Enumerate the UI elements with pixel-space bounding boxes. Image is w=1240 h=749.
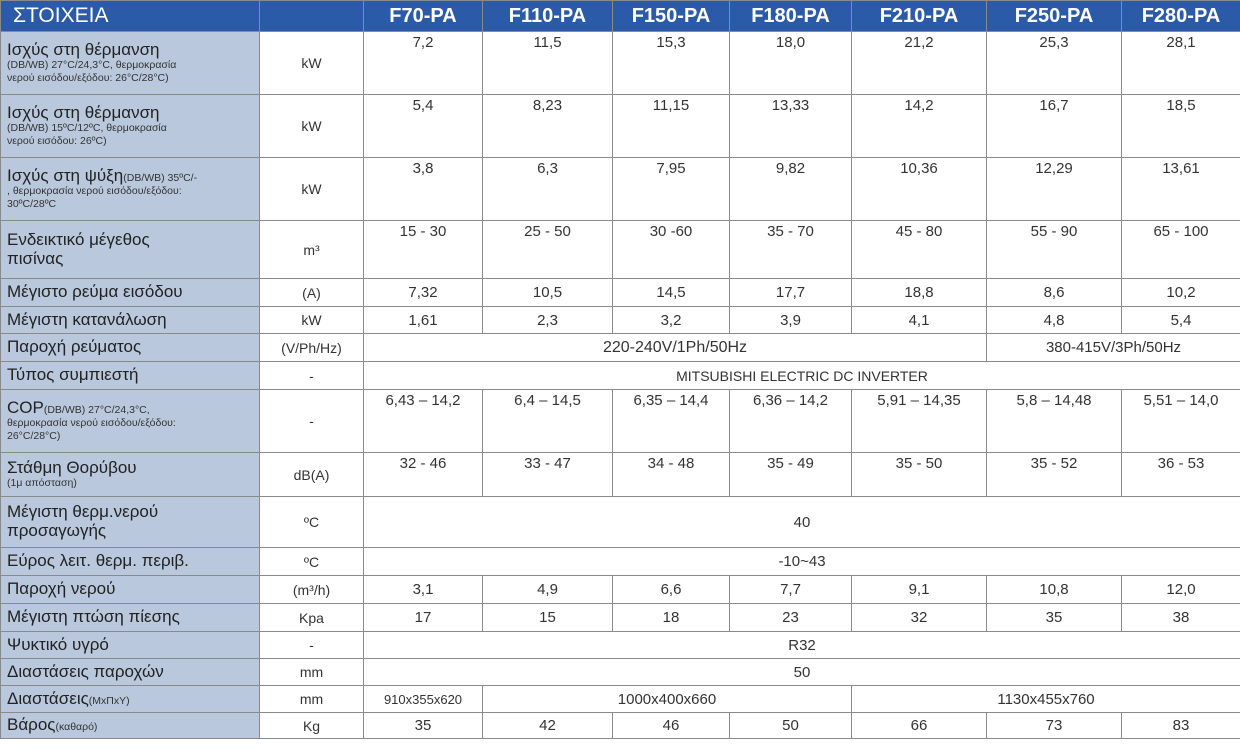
- value-cell: 14,2: [852, 95, 987, 158]
- table-row: [1, 334, 1240, 362]
- value-cell: 4,1: [852, 307, 987, 334]
- row-label: Παροχή νερού: [1, 576, 260, 604]
- value-cell: 6,6: [613, 576, 730, 604]
- unit-cell: Kpa: [260, 604, 364, 632]
- table-row: [1, 362, 1240, 390]
- value-cell: 34 - 48: [613, 453, 730, 497]
- value-cell: 11,15: [613, 95, 730, 158]
- table-row: [1, 390, 1240, 453]
- unit-cell: Kg: [260, 713, 364, 739]
- value-cell: 5,91 – 14,35: [852, 390, 987, 453]
- value-cell: 45 - 80: [852, 221, 987, 279]
- row-label: Ισχύς στη θέρμανση (DB/WB) 15ºC/12ºC, θερμοκρασία νερού εισόδου: 26ºC): [1, 95, 260, 158]
- value-cell: 18,8: [852, 279, 987, 307]
- value-cell: 2,3: [483, 307, 613, 334]
- value-cell: 83: [1122, 713, 1240, 739]
- row-label: Ισχύς στη θέρμανση (DB/WB) 27°C/24,3°C, θερμοκρασία νερού εισόδου/εξόδου: 26°C/28°C): [1, 32, 260, 95]
- row-label: Μέγιστη πτώση πίεσης: [1, 604, 260, 632]
- value-cell: 36 - 53: [1122, 453, 1240, 497]
- value-cell: 4,8: [987, 307, 1122, 334]
- value-cell: 1,61: [364, 307, 483, 334]
- value-cell: 910x355x620: [364, 686, 483, 713]
- table-row: [1, 95, 1240, 158]
- value-cell: 25,3: [987, 32, 1122, 95]
- value-cell: 65 - 100: [1122, 221, 1240, 279]
- value-cell: 7,32: [364, 279, 483, 307]
- value-cell: 5,4: [364, 95, 483, 158]
- value-cell: 50: [364, 659, 1240, 686]
- value-cell: 6,36 – 14,2: [730, 390, 852, 453]
- value-cell: 17: [364, 604, 483, 632]
- table-row: [1, 279, 1240, 307]
- value-cell: 55 - 90: [987, 221, 1122, 279]
- value-cell: 23: [730, 604, 852, 632]
- value-cell: 1130x455x760: [852, 686, 1240, 713]
- table-row: [1, 713, 1240, 739]
- value-cell: 21,2: [852, 32, 987, 95]
- unit-cell: -: [260, 362, 364, 390]
- value-cell: 12,29: [987, 158, 1122, 221]
- value-cell: 220-240V/1Ph/50Hz: [364, 334, 987, 362]
- row-label: Στάθμη Θορύβου (1μ απόσταση): [1, 453, 260, 497]
- value-cell: 4,9: [483, 576, 613, 604]
- value-cell: 12,0: [1122, 576, 1240, 604]
- unit-cell: kW: [260, 307, 364, 334]
- unit-cell: (A): [260, 279, 364, 307]
- value-cell: 7,2: [364, 32, 483, 95]
- value-cell: 46: [613, 713, 730, 739]
- value-cell: 5,8 – 14,48: [987, 390, 1122, 453]
- value-cell: 35 - 49: [730, 453, 852, 497]
- unit-cell: -: [260, 632, 364, 659]
- value-cell: -10~43: [364, 548, 1240, 576]
- table-row: [1, 632, 1240, 659]
- value-cell: 35: [987, 604, 1122, 632]
- header-model: F70-PA: [364, 1, 483, 32]
- table-row: [1, 32, 1240, 95]
- row-label: Τύπος συμπιεστή: [1, 362, 260, 390]
- value-cell: 6,35 – 14,4: [613, 390, 730, 453]
- value-cell: 3,9: [730, 307, 852, 334]
- table-row: [1, 576, 1240, 604]
- value-cell: 35 - 50: [852, 453, 987, 497]
- value-cell: 7,7: [730, 576, 852, 604]
- table-row: [1, 221, 1240, 279]
- value-cell: 6,4 – 14,5: [483, 390, 613, 453]
- value-cell: 1000x400x660: [483, 686, 852, 713]
- table-row: [1, 453, 1240, 497]
- value-cell: 10,5: [483, 279, 613, 307]
- value-cell: 35 - 52: [987, 453, 1122, 497]
- unit-cell: -: [260, 390, 364, 453]
- value-cell: 13,61: [1122, 158, 1240, 221]
- unit-cell: (m³/h): [260, 576, 364, 604]
- value-cell: 18,0: [730, 32, 852, 95]
- row-label: Μέγιστη θερμ.νερού προσαγωγής: [1, 497, 260, 548]
- row-label: Παροχή ρεύματος: [1, 334, 260, 362]
- row-label: Ισχύς στη ψύξη(DB/WB) 35ºC/- , θερμοκρασία νερού εισόδου/εξόδου: 30ºC/28ºC: [1, 158, 260, 221]
- row-label: Μέγιστο ρεύμα εισόδου: [1, 279, 260, 307]
- value-cell: 66: [852, 713, 987, 739]
- unit-cell: (V/Ph/Hz): [260, 334, 364, 362]
- value-cell: MITSUBISHI ELECTRIC DC INVERTER: [364, 362, 1240, 390]
- value-cell: 28,1: [1122, 32, 1240, 95]
- value-cell: 33 - 47: [483, 453, 613, 497]
- row-label: Ψυκτικό υγρό: [1, 632, 260, 659]
- row-label: Ενδεικτικό μέγεθος πισίνας: [1, 221, 260, 279]
- unit-cell: m³: [260, 221, 364, 279]
- unit-cell: dB(A): [260, 453, 364, 497]
- value-cell: 35 - 70: [730, 221, 852, 279]
- header-title: ΣΤΟΙΧΕΙΑ: [1, 1, 260, 32]
- unit-cell: kW: [260, 95, 364, 158]
- value-cell: 10,36: [852, 158, 987, 221]
- header-model: F180-PA: [730, 1, 852, 32]
- header-model: F280-PA: [1122, 1, 1240, 32]
- header-model: F210-PA: [852, 1, 987, 32]
- row-label: Διαστάσεις παροχών: [1, 659, 260, 686]
- value-cell: 32: [852, 604, 987, 632]
- value-cell: 35: [364, 713, 483, 739]
- value-cell: 18,5: [1122, 95, 1240, 158]
- value-cell: 15 - 30: [364, 221, 483, 279]
- unit-cell: ºC: [260, 497, 364, 548]
- value-cell: 40: [364, 497, 1240, 548]
- unit-cell: mm: [260, 659, 364, 686]
- row-label: COP(DB/WB) 27°C/24,3°C, θερμοκρασία νερού εισόδου/εξόδου: 26°C/28°C): [1, 390, 260, 453]
- unit-cell: kW: [260, 158, 364, 221]
- value-cell: 5,51 – 14,0: [1122, 390, 1240, 453]
- table-row: [1, 686, 1240, 713]
- value-cell: 10,2: [1122, 279, 1240, 307]
- value-cell: 10,8: [987, 576, 1122, 604]
- value-cell: 7,95: [613, 158, 730, 221]
- header-model: F110-PA: [483, 1, 613, 32]
- value-cell: 32 - 46: [364, 453, 483, 497]
- value-cell: R32: [364, 632, 1240, 659]
- header-unit-cell: [260, 1, 364, 32]
- value-cell: 11,5: [483, 32, 613, 95]
- header-row: [1, 1, 1240, 32]
- unit-cell: mm: [260, 686, 364, 713]
- header-model: F250-PA: [987, 1, 1122, 32]
- value-cell: 9,82: [730, 158, 852, 221]
- value-cell: 14,5: [613, 279, 730, 307]
- value-cell: 8,6: [987, 279, 1122, 307]
- row-label: Διαστάσεις(ΜxΠxΥ): [1, 686, 260, 713]
- value-cell: 8,23: [483, 95, 613, 158]
- value-cell: 9,1: [852, 576, 987, 604]
- value-cell: 380-415V/3Ph/50Hz: [987, 334, 1240, 362]
- table-row: [1, 604, 1240, 632]
- value-cell: 5,4: [1122, 307, 1240, 334]
- value-cell: 6,43 – 14,2: [364, 390, 483, 453]
- value-cell: 38: [1122, 604, 1240, 632]
- table-row: [1, 158, 1240, 221]
- value-cell: 3,8: [364, 158, 483, 221]
- value-cell: 30 -60: [613, 221, 730, 279]
- value-cell: 6,3: [483, 158, 613, 221]
- row-label: Βάρος(καθαρό): [1, 713, 260, 739]
- unit-cell: kW: [260, 32, 364, 95]
- value-cell: 18: [613, 604, 730, 632]
- value-cell: 50: [730, 713, 852, 739]
- value-cell: 15: [483, 604, 613, 632]
- table-row: [1, 497, 1240, 548]
- value-cell: 16,7: [987, 95, 1122, 158]
- table-row: [1, 659, 1240, 686]
- value-cell: 17,7: [730, 279, 852, 307]
- value-cell: 3,1: [364, 576, 483, 604]
- row-label: Εύρος λειτ. θερμ. περιβ.: [1, 548, 260, 576]
- value-cell: 73: [987, 713, 1122, 739]
- value-cell: 3,2: [613, 307, 730, 334]
- value-cell: 25 - 50: [483, 221, 613, 279]
- value-cell: 13,33: [730, 95, 852, 158]
- header-model: F150-PA: [613, 1, 730, 32]
- table-row: [1, 307, 1240, 334]
- value-cell: 42: [483, 713, 613, 739]
- row-label: Μέγιστη κατανάλωση: [1, 307, 260, 334]
- unit-cell: ºC: [260, 548, 364, 576]
- table-row: [1, 548, 1240, 576]
- value-cell: 15,3: [613, 32, 730, 95]
